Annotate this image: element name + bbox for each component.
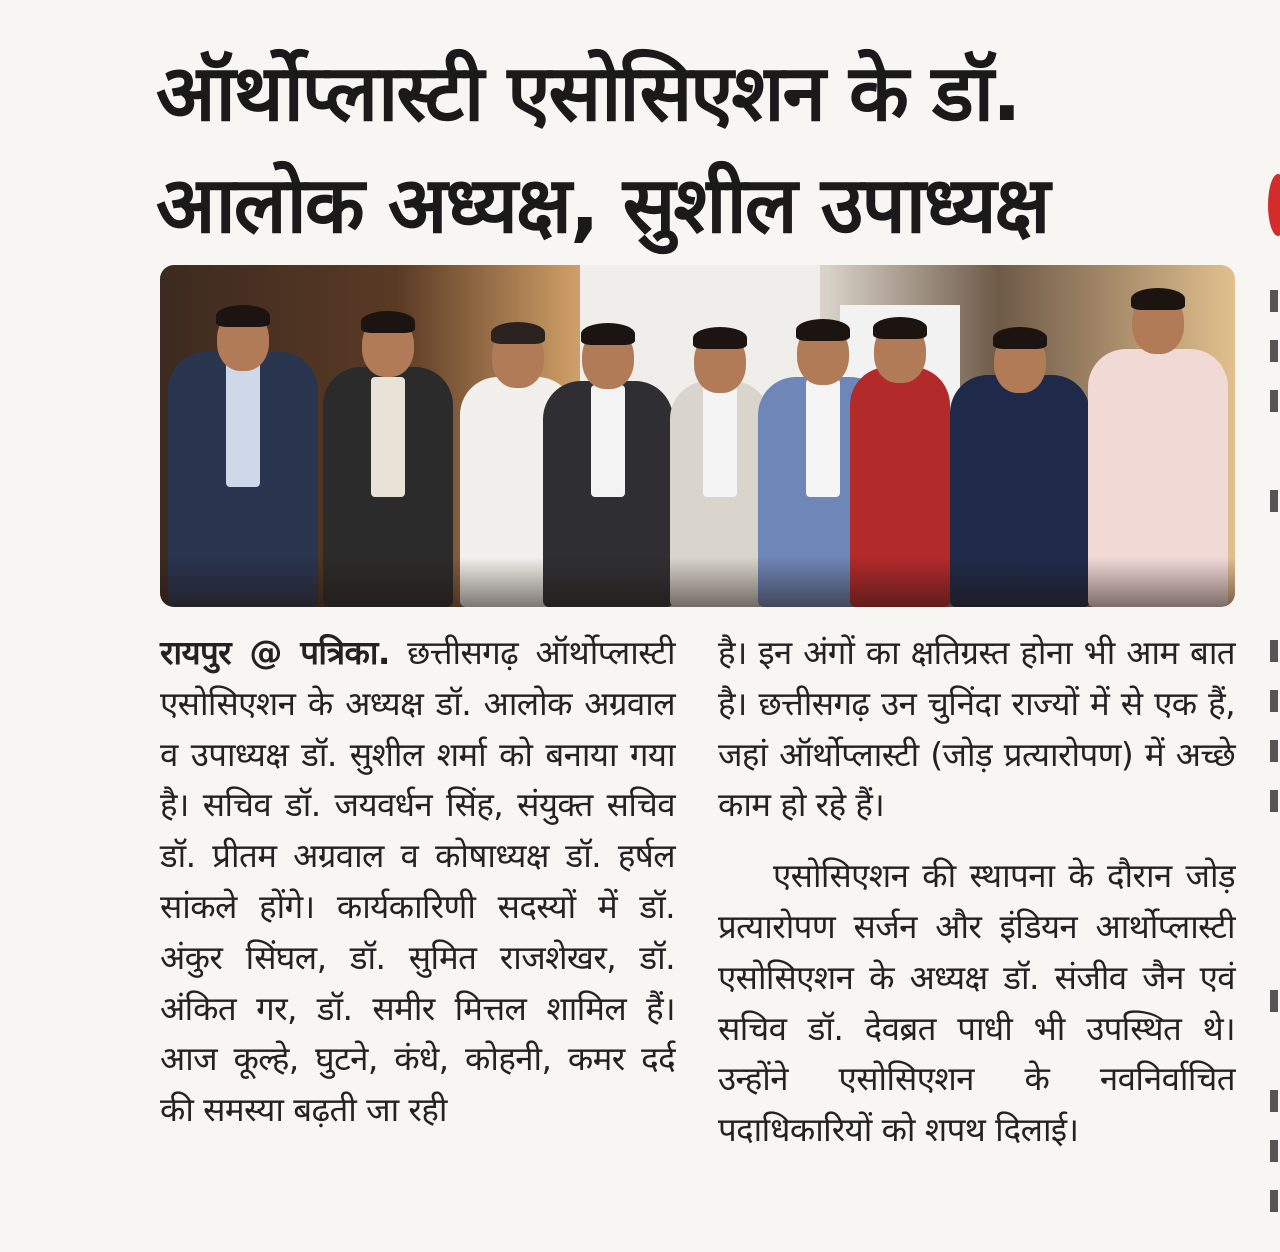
article-paragraph-1 xyxy=(160,628,675,1136)
adjacent-page-edge xyxy=(1266,160,1280,1250)
article-body-col1: छत्तीसगढ़ ऑर्थोप्लास्टी एसोसिएशन के अध्यक्ष डॉ. आलोक अग्रवाल व उपाध्यक्ष डॉ. सुशील शर्मा को बनाया गया है। सचिव डॉ. जयवर्धन सिंह, संयुक्त सचिव डॉ. प्रीतम अग्रवाल व कोषाध्यक्ष डॉ. हर्षल सांकले होंगे। कार्यकारिणी सदस्यों में डॉ. अंकुर सिंघल, डॉ. सुमित राजशेखर, डॉ. अंकित गर, डॉ. समीर मित्तल शामिल हैं। आज कूल्हे, घुटने, कंधे, कोहनी, कमर दर्द की समस्या बढ़ती जा रही xyxy=(160,633,676,1130)
article-column-2 xyxy=(718,628,1235,1156)
red-circle-icon xyxy=(1268,174,1280,236)
cropped-previous-text xyxy=(160,0,1240,14)
headline xyxy=(156,38,1236,262)
headline-line-1: ऑर्थोप्लास्टी एसोसिएशन के डॉ. xyxy=(156,49,1020,139)
dateline: रायपुर @ पत्रिका. xyxy=(160,633,390,672)
photo-floor-shade xyxy=(160,557,1235,607)
article-paragraph-2: है। इन अंगों का क्षतिग्रस्त होना भी आम बात है। छत्तीसगढ़ उन चुनिंदा राज्यों में से एक हैं, जहां ऑर्थोप्लास्टी (जोड़ प्रत्यारोपण) में अच्छे काम हो रहे हैं। xyxy=(718,633,1235,825)
headline-line-2: आलोक अध्यक्ष, सुशील उपाध्यक्ष xyxy=(156,161,1049,251)
article-paragraph-3: एसोसिएशन की स्थापना के दौरान जोड़ प्रत्यारोपण सर्जन और इंडियन आर्थोप्लास्टी एसोसिएशन के अध्यक्ष डॉ. संजीव जैन एवं सचिव डॉ. देवब्रत पाधी भी उपस्थित थे। उन्होंने एसोसिएशन के नवनिर्वाचित पदाधिकारियों को शपथ दिलाई। xyxy=(718,856,1235,1150)
article-column-1 xyxy=(160,628,675,1136)
group-photo xyxy=(160,265,1235,607)
